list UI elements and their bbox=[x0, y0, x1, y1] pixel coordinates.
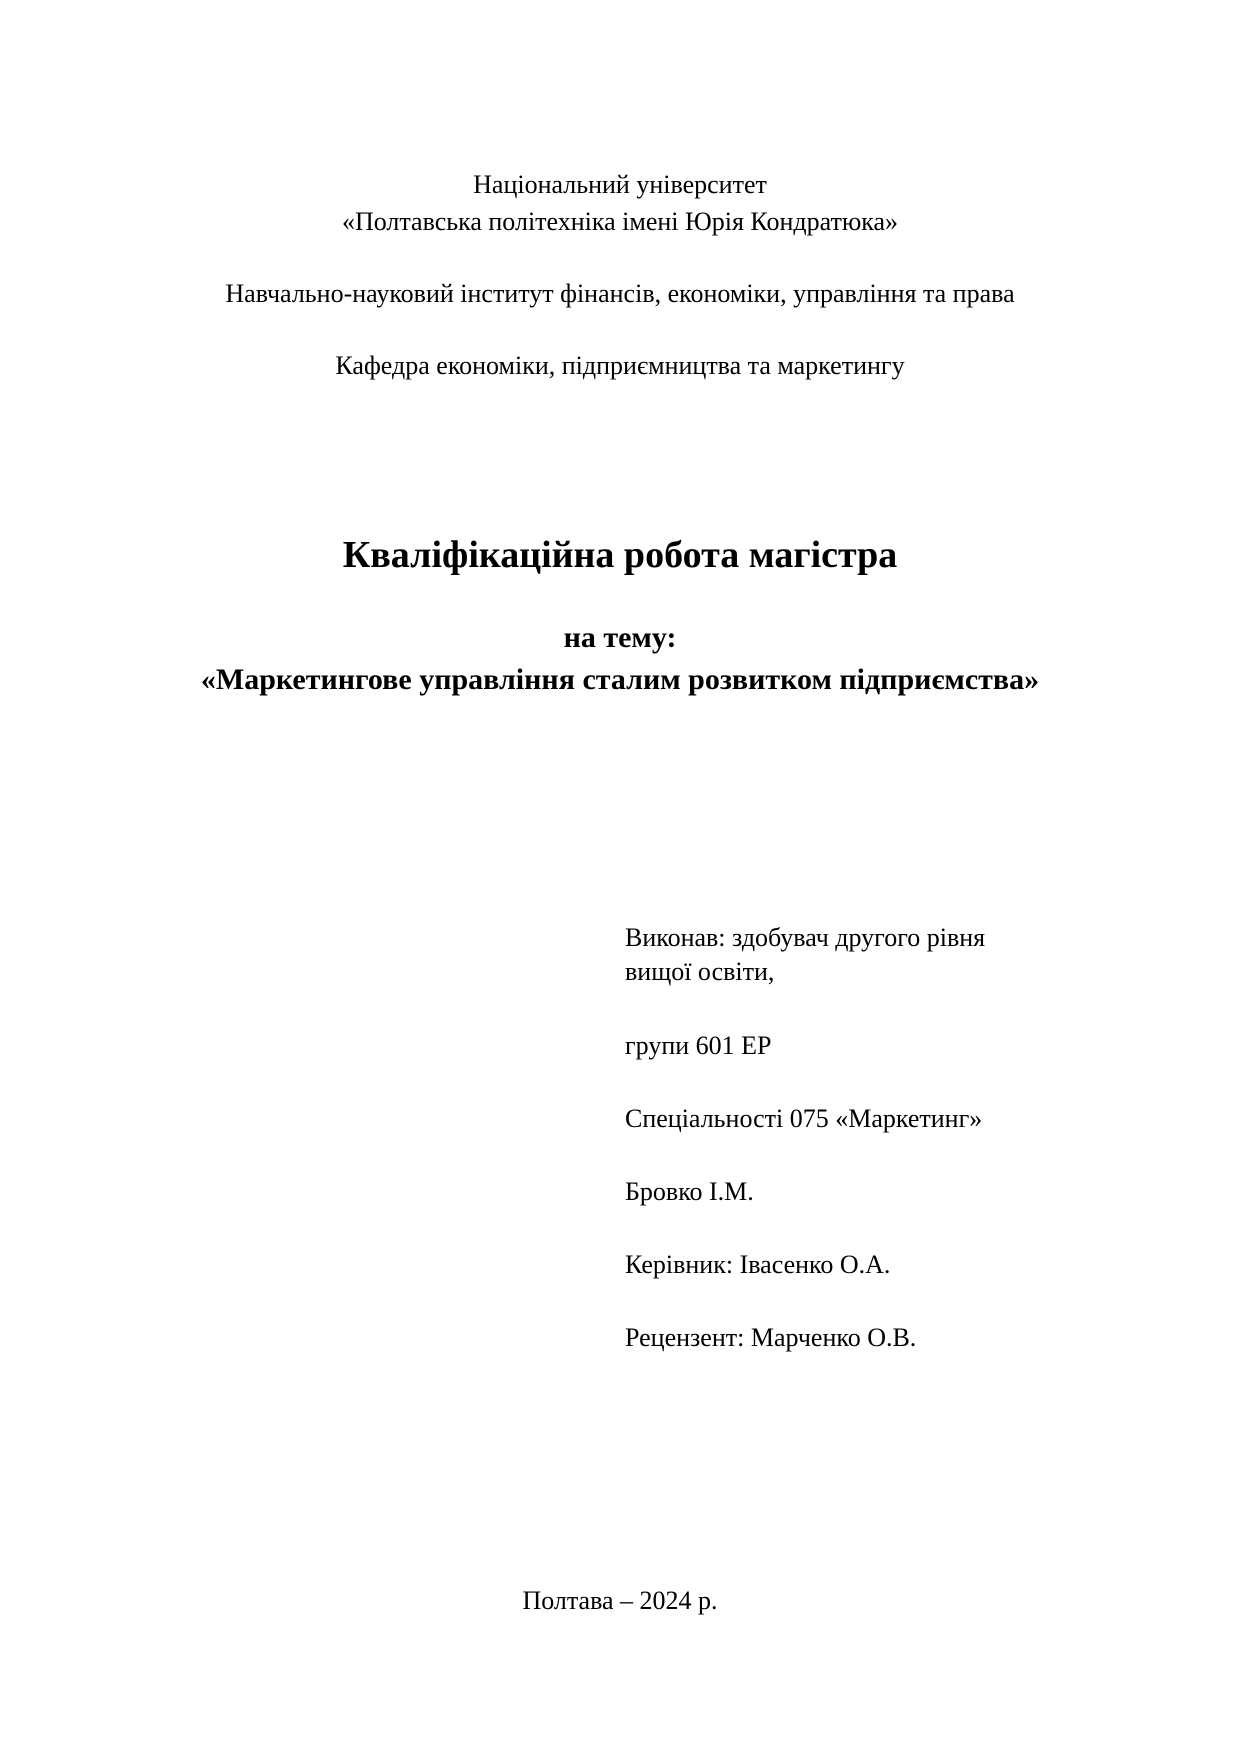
university-name-line1: Національний університет bbox=[473, 170, 767, 199]
department-name: Кафедра економіки, підприємництва та маркетингу bbox=[335, 351, 905, 380]
reviewer-line: Рецензент: Марченко О.В. bbox=[625, 1323, 917, 1352]
performed-by-line2: вищої освіти, bbox=[625, 957, 775, 986]
performed-by-line1: Виконав: здобувач другого рівня bbox=[625, 923, 986, 952]
institute-name: Навчально-науковий інститут фінансів, економіки, управління та права bbox=[225, 279, 1015, 308]
topic-title: «Маркетингове управління сталим розвитком підприємства» bbox=[200, 663, 1040, 696]
work-type-title: Кваліфікаційна робота магістра bbox=[342, 534, 898, 576]
supervisor-line: Керівник: Івасенко О.А. bbox=[625, 1250, 891, 1279]
specialty-line: Спеціальності 075 «Маркетинг» bbox=[625, 1104, 983, 1133]
city-year: Полтава – 2024 р. bbox=[522, 1586, 718, 1615]
group-line: групи 601 ЕР bbox=[625, 1031, 772, 1060]
student-name: Бровко І.М. bbox=[625, 1177, 754, 1206]
topic-label: на тему: bbox=[563, 621, 677, 654]
university-name-line2: «Полтавська політехніка імені Юрія Кондратюка» bbox=[341, 207, 899, 236]
